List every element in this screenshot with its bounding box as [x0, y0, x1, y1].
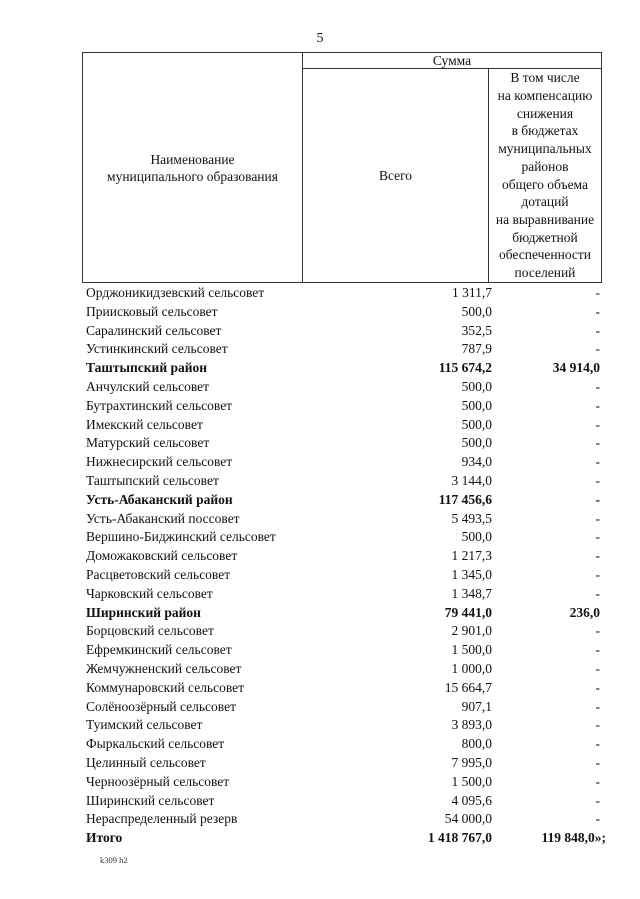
row-including: - [595, 303, 600, 319]
table-row [82, 528, 606, 547]
row-total: 1 000,0 [451, 660, 492, 676]
row-including: 34 914,0 [552, 360, 600, 376]
row-name: Доможаковский сельсовет [86, 548, 238, 564]
row-including: - [595, 529, 600, 545]
row-name: Ширинский район [86, 604, 201, 620]
header-including-column: В том числе на компенсацию снижения в бюджетах муниципальных районов общего объема дотаций на выравнивание бюджетной обеспеченности поселений [495, 70, 595, 281]
table-row [82, 472, 606, 491]
row-total: 907,1 [461, 698, 492, 714]
row-including: - [595, 548, 600, 564]
row-including: - [595, 491, 600, 507]
row-including: - [595, 454, 600, 470]
row-name: Солёноозёрный сельсовет [86, 698, 236, 714]
table-row [82, 735, 606, 754]
header-name-label: Наименование муниципального образования [107, 151, 278, 184]
table-row [82, 510, 606, 529]
row-including: - [595, 623, 600, 639]
row-name: Расцветовский сельсовет [86, 566, 231, 582]
row-total: 787,9 [461, 341, 492, 357]
row-including: - [595, 773, 600, 789]
row-total: 3 893,0 [451, 717, 492, 733]
table-row [82, 322, 606, 341]
table-row [82, 810, 606, 829]
row-name: Приисковый сельсовет [86, 303, 218, 319]
table-row [82, 303, 606, 322]
table-row [82, 340, 606, 359]
row-total: 117 456,6 [438, 491, 492, 507]
row-including: - [595, 811, 600, 827]
row-including: - [595, 435, 600, 451]
row-name: Орджоникидзевский сельсовет [86, 285, 265, 300]
table-row [82, 622, 606, 641]
header-total-column: Всего [303, 69, 489, 282]
row-total: 1 500,0 [451, 642, 492, 658]
table-row [82, 378, 606, 397]
table-row [82, 566, 606, 585]
row-total: 500,0 [461, 529, 492, 545]
row-including: - [595, 660, 600, 676]
row-total: 5 493,5 [451, 510, 492, 526]
row-including: - [595, 754, 600, 770]
row-name: Таштыпский район [86, 360, 208, 376]
row-including: - [595, 472, 600, 488]
row-total: 352,5 [461, 322, 492, 338]
row-including: - [595, 585, 600, 601]
row-name: Усть-Абаканский поссовет [86, 510, 240, 526]
row-name: Чарковский сельсовет [86, 585, 213, 601]
table-row [82, 829, 606, 848]
row-name: Туимский сельсовет [86, 717, 203, 733]
row-name: Целинный сельсовет [86, 754, 206, 770]
table-row [82, 397, 606, 416]
row-including: - [595, 717, 600, 733]
row-including: - [595, 322, 600, 338]
row-including: - [595, 792, 600, 808]
row-including: - [595, 698, 600, 714]
row-total: 1 500,0 [451, 773, 492, 789]
row-name: Итого [86, 830, 123, 846]
row-total: 4 095,6 [451, 792, 492, 808]
row-including: - [595, 566, 600, 582]
table-row [82, 698, 606, 717]
row-total: 79 441,0 [444, 604, 492, 620]
row-name: Нижнесирский сельсовет [86, 454, 233, 470]
table-row [82, 585, 606, 604]
row-total: 7 995,0 [451, 754, 492, 770]
row-including: - [595, 285, 600, 300]
row-including: - [595, 341, 600, 357]
row-including: - [595, 736, 600, 752]
table-row [82, 359, 606, 378]
row-name: Устинкинский сельсовет [86, 341, 228, 357]
row-total: 1 345,0 [451, 566, 492, 582]
table-row [82, 416, 606, 435]
header-sum-column: Сумма [303, 53, 601, 69]
row-name: Анчулский сельсовет [86, 378, 210, 394]
row-including: 119 848,0»; [541, 830, 606, 846]
table-row [82, 754, 606, 773]
row-name: Таштыпский сельсовет [86, 472, 219, 488]
row-including: - [595, 397, 600, 413]
row-name: Нераспределенный резерв [86, 811, 238, 827]
table-row [82, 547, 606, 566]
row-total: 500,0 [461, 435, 492, 451]
row-including: 236,0 [569, 604, 600, 620]
row-total: 1 418 767,0 [427, 830, 492, 846]
table-row [82, 434, 606, 453]
table-row [82, 641, 606, 660]
row-name: Коммунаровский сельсовет [86, 679, 245, 695]
table-row [82, 660, 606, 679]
row-total: 1 217,3 [451, 548, 492, 564]
row-name: Саралинский сельсовет [86, 322, 222, 338]
row-name: Вершино-Биджинский сельсовет [86, 529, 276, 545]
row-including: - [595, 378, 600, 394]
page-number: 5 [316, 31, 324, 46]
row-name: Матурский сельсовет [86, 435, 210, 451]
row-including: - [595, 416, 600, 432]
row-total: 500,0 [461, 303, 492, 319]
row-including: - [595, 510, 600, 526]
row-name: Борцовский сельсовет [86, 623, 214, 639]
row-total: 500,0 [461, 397, 492, 413]
row-name: Ефремкинский сельсовет [86, 642, 232, 658]
row-total: 500,0 [461, 378, 492, 394]
row-name: Жемчужненский сельсовет [86, 660, 242, 676]
table-row [82, 679, 606, 698]
table-row [82, 453, 606, 472]
footer-code: k309 h2 [100, 855, 128, 865]
row-including: - [595, 679, 600, 695]
row-total: 1 311,7 [452, 285, 492, 300]
row-total: 2 901,0 [451, 623, 492, 639]
row-total: 15 664,7 [444, 679, 492, 695]
row-name: Черноозёрный сельсовет [86, 773, 230, 789]
table-row [82, 284, 606, 303]
table-body [82, 284, 606, 848]
table-row [82, 604, 606, 623]
table-row [82, 773, 606, 792]
row-including: - [595, 642, 600, 658]
table-row [82, 716, 606, 735]
row-total: 934,0 [461, 454, 492, 470]
row-name: Фыркальский сельсовет [86, 736, 225, 752]
table-row [82, 792, 606, 811]
header-name-column [83, 53, 303, 282]
table-header [82, 52, 602, 283]
row-total: 3 144,0 [451, 472, 492, 488]
row-name: Усть-Абаканский район [86, 491, 233, 507]
row-name: Имекский сельсовет [86, 416, 203, 432]
row-total: 54 000,0 [444, 811, 492, 827]
table-row [82, 491, 606, 510]
row-total: 1 348,7 [451, 585, 492, 601]
row-name: Бутрахтинский сельсовет [86, 397, 233, 413]
row-total: 800,0 [461, 736, 492, 752]
row-name: Ширинский сельсовет [86, 792, 215, 808]
row-total: 115 674,2 [438, 360, 492, 376]
row-total: 500,0 [461, 416, 492, 432]
